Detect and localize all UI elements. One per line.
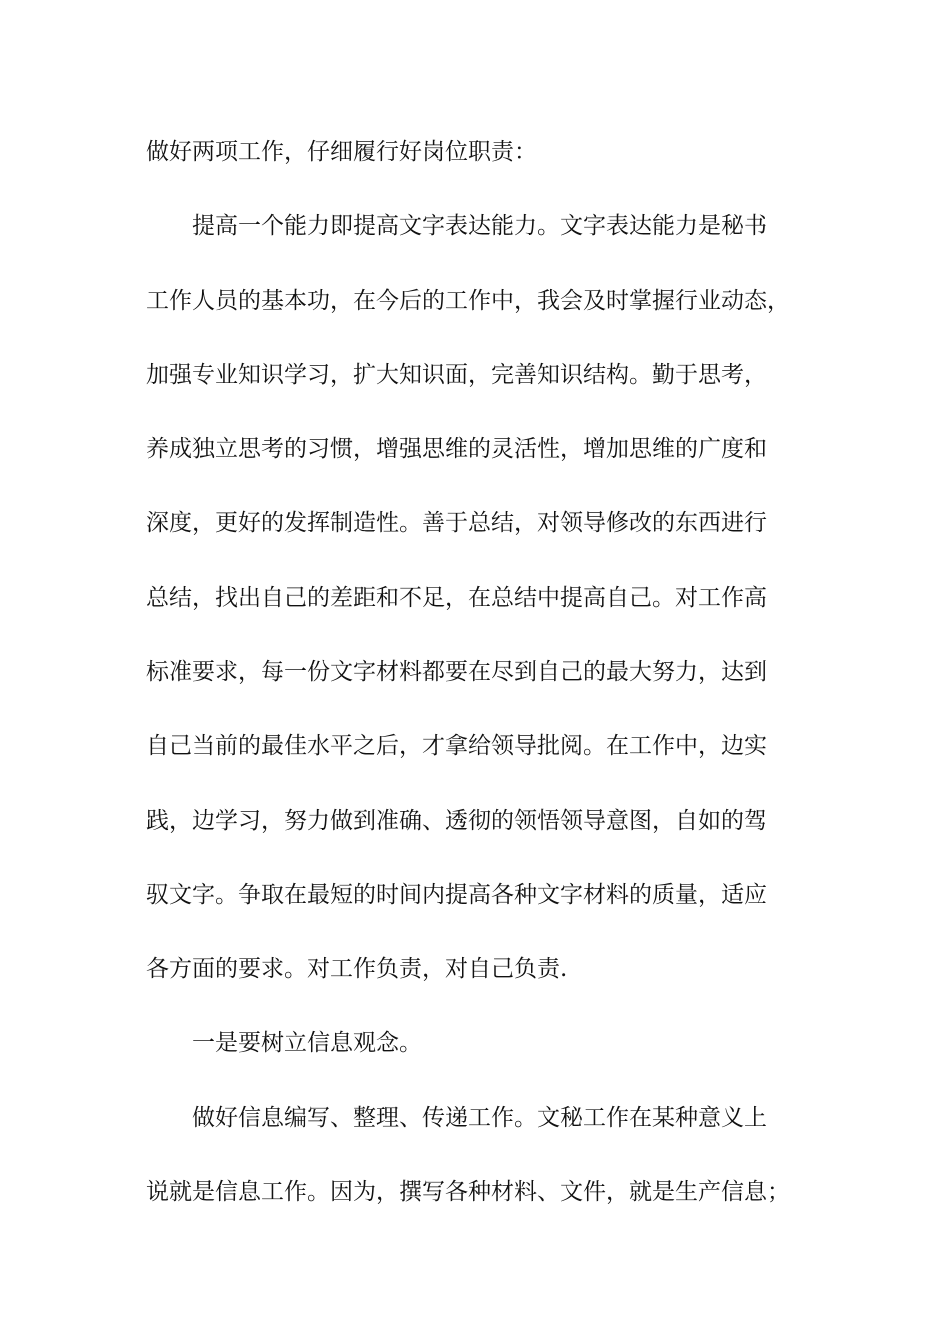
- text-line: 加强专业知识学习，扩大知识面，完善知识结构。勤于思考，: [146, 362, 767, 388]
- text-line: 践，边学习，努力做到准确、透彻的领悟领导意图，自如的驾: [146, 808, 767, 834]
- text-line: 标准要求，每一份文字材料都要在尽到自己的最大努力，达到: [146, 659, 767, 685]
- text-line: 做好两项工作，仔细履行好岗位职责：: [146, 139, 537, 165]
- text-line: 总结，找出自己的差距和不足，在总结中提高自己。对工作高: [146, 585, 767, 611]
- text-line: 各方面的要求。对工作负责，对自己负责.: [146, 956, 568, 982]
- text-line: 说就是信息工作。因为，撰写各种材料、文件，就是生产信息；: [146, 1179, 790, 1205]
- text-line: 工作人员的基本功，在今后的工作中，我会及时掌握行业动态，: [146, 288, 790, 314]
- text-line: 提高一个能力即提高文字表达能力。文字表达能力是秘书: [192, 213, 767, 239]
- text-line: 养成独立思考的习惯，增强思维的灵活性，增加思维的广度和: [146, 436, 767, 462]
- text-line: 自己当前的最佳水平之后，才拿给领导批阅。在工作中，边实: [146, 733, 767, 759]
- text-line: 驭文字。争取在最短的时间内提高各种文字材料的质量，适应: [146, 882, 767, 908]
- text-line: 做好信息编写、整理、传递工作。文秘工作在某种意义上: [192, 1105, 767, 1131]
- text-line: 一是要树立信息观念。: [192, 1030, 422, 1056]
- text-line: 深度，更好的发挥制造性。善于总结，对领导修改的东西进行: [146, 510, 767, 536]
